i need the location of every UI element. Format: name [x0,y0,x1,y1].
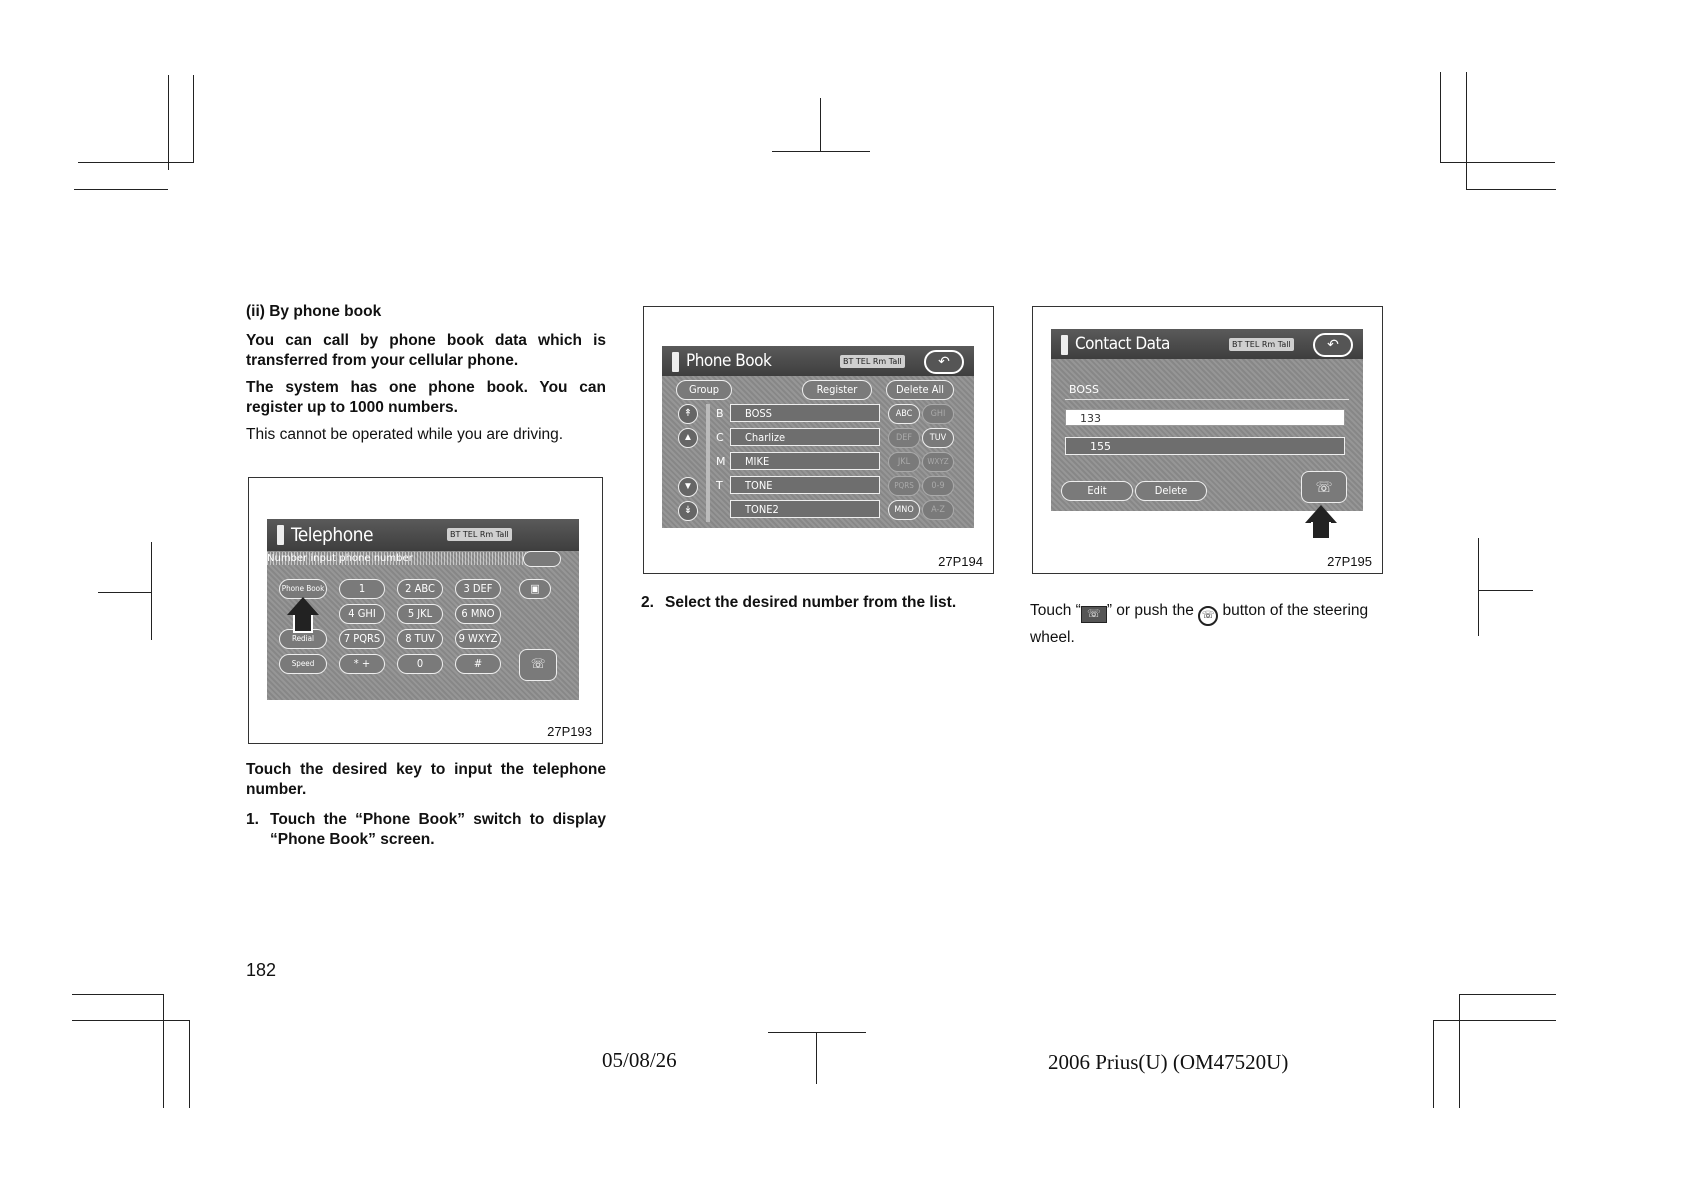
phone-book-key[interactable]: Phone Book [279,579,327,599]
abc-key[interactable]: ABC [888,404,920,424]
status-indicators: BT TEL Rm Tall [1229,338,1294,351]
page-number: 182 [246,960,277,980]
intro-paragraph: You can call by phone book data which is transferred from your cellular phone. [246,332,606,369]
title-bar [267,519,579,551]
crop-mark [1440,72,1441,162]
pqrs-key[interactable]: PQRS [888,476,920,496]
ghi-key[interactable]: GHI [922,404,954,424]
crop-mark [72,994,164,995]
crop-mark [1433,1020,1556,1021]
edit-button[interactable]: Edit [1061,481,1133,501]
crop-mark [151,542,152,640]
figure-code: 27P195 [1327,554,1372,569]
pointer-arrow-icon [287,597,319,615]
page-bottom-icon[interactable]: ↡ [678,501,698,521]
list-item[interactable]: MIKE [730,452,880,470]
crop-mark [1459,994,1556,995]
step-2-text: Select the desired number from the list. [665,594,957,611]
crop-mark [189,1020,190,1108]
page-up-icon[interactable]: ▲ [678,428,698,448]
call-button[interactable]: ☏ [519,649,557,681]
call-instruction-part: Touch “ [1030,602,1081,619]
scrollbar[interactable] [706,404,710,522]
wxyz-key[interactable]: WXYZ [922,452,954,472]
register-button[interactable]: Register [802,380,872,400]
call-instruction [1030,599,1390,649]
number-input-field[interactable]: Number input phone number [267,552,537,565]
page-down-icon[interactable]: ▼ [678,477,698,497]
list-item[interactable]: TONE2 [730,500,880,518]
key-7[interactable]: 7 PQRS [339,629,385,649]
step-1-number: 1. [246,811,259,828]
crop-mark [1466,189,1556,190]
delete-all-button[interactable]: Delete All [886,380,954,400]
delete-button[interactable]: Delete [1135,481,1207,501]
figure-code: 27P194 [938,554,983,569]
list-item[interactable]: Charlize [730,428,880,446]
jkl-key[interactable]: JKL [888,452,920,472]
driving-note: This cannot be operated while you are driving. [246,426,564,443]
key-5[interactable]: 5 JKL [397,604,443,624]
screen-title: Contact Data [1075,334,1170,354]
crop-mark [772,151,870,152]
index-letter: T [716,479,723,492]
key-star[interactable]: * + [339,654,385,674]
screen-title: Phone Book [686,351,772,371]
redial-key[interactable]: Redial [279,629,327,649]
phone-book-screen [662,346,974,528]
crop-mark [72,1020,190,1021]
touch-key-instruction: Touch the desired key to input the telephone number. [246,761,606,798]
steering-phone-button-icon: ☏ [1198,606,1218,626]
footer-date: 05/08/26 [602,1048,677,1072]
key-0[interactable]: 0 [397,654,443,674]
status-indicators: BT TEL Rm Tall [447,528,512,541]
figure-contact-data [1032,306,1383,574]
key-3[interactable]: 3 DEF [455,579,501,599]
crop-mark [1433,1020,1434,1108]
step-1-text: Touch the “Phone Book” switch to display “Phone Book” screen. [270,811,606,848]
section-heading: (ii) By phone book [246,303,382,320]
page-top-icon[interactable]: ↟ [678,404,698,424]
key-9[interactable]: 9 WXYZ [455,629,501,649]
crop-mark [74,189,168,190]
step-2-number: 2. [641,594,654,611]
call-switch-icon: ☏ [1081,606,1107,623]
figure-telephone [248,477,603,744]
footer-model: 2006 Prius(U) (OM47520U) [1048,1050,1289,1074]
backspace-button[interactable] [523,551,561,567]
crop-mark [1478,538,1479,636]
crop-mark [193,75,194,163]
index-letter: B [716,407,724,420]
screen-title: Telephone [291,524,374,546]
pointer-arrow-icon [1305,505,1337,523]
speed-dial-key[interactable]: Speed [279,654,327,674]
pointer-arrow-stem [1311,522,1331,540]
figure-phone-book [643,306,994,574]
crop-mark [1478,590,1533,591]
contact-data-screen [1051,329,1363,511]
crop-mark [163,994,164,1108]
call-instruction-part: ” or push the [1106,602,1194,619]
crop-mark [98,592,151,593]
status-indicators: BT TEL Rm Tall [840,355,905,368]
index-letter: M [716,455,726,468]
crop-mark [768,1032,866,1033]
mno-key[interactable]: MNO [888,500,920,520]
call-instruction-part: button of the steering wheel. [1030,602,1369,646]
crop-mark [816,1032,817,1084]
call-button[interactable]: ☏ [1301,471,1347,503]
crop-mark [1440,162,1555,163]
phone-icon [672,352,679,372]
divider [1065,399,1349,400]
phone-icon [277,525,284,545]
crop-mark [820,98,821,152]
key-6[interactable]: 6 MNO [455,604,501,624]
contact-name: BOSS [1069,383,1099,396]
phone-icon [1061,335,1068,355]
key-1[interactable]: 1 [339,579,385,599]
index-letter: C [716,431,724,444]
def-key[interactable]: DEF [888,428,920,448]
back-button[interactable]: ↶ [924,350,964,374]
number-row[interactable]: 155 [1065,437,1345,455]
a-z-key[interactable]: A-Z [922,500,954,520]
title-bar [1051,329,1363,359]
back-button[interactable]: ↶ [1313,333,1353,357]
tuv-key[interactable]: TUV [922,428,954,448]
crop-mark [1466,72,1467,190]
digits-key[interactable]: 0-9 [922,476,954,496]
title-bar [662,346,974,376]
group-button[interactable]: Group [676,380,732,400]
crop-mark [168,75,169,170]
telephone-screen [267,519,579,700]
crop-mark [78,162,193,163]
key-2[interactable]: 2 ABC [397,579,443,599]
capacity-paragraph: The system has one phone book. You can register up to 1000 numbers. [246,379,606,416]
pointer-arrow-stem [293,615,313,633]
number-row-selected[interactable]: 133 [1065,409,1345,426]
keypad-icon[interactable]: ▣ [519,579,551,599]
key-4[interactable]: 4 GHI [339,604,385,624]
list-item[interactable]: TONE [730,476,880,494]
key-8[interactable]: 8 TUV [397,629,443,649]
key-hash[interactable]: # [455,654,501,674]
figure-code: 27P193 [547,724,592,739]
crop-mark [1459,994,1460,1108]
list-item[interactable]: BOSS [730,404,880,422]
